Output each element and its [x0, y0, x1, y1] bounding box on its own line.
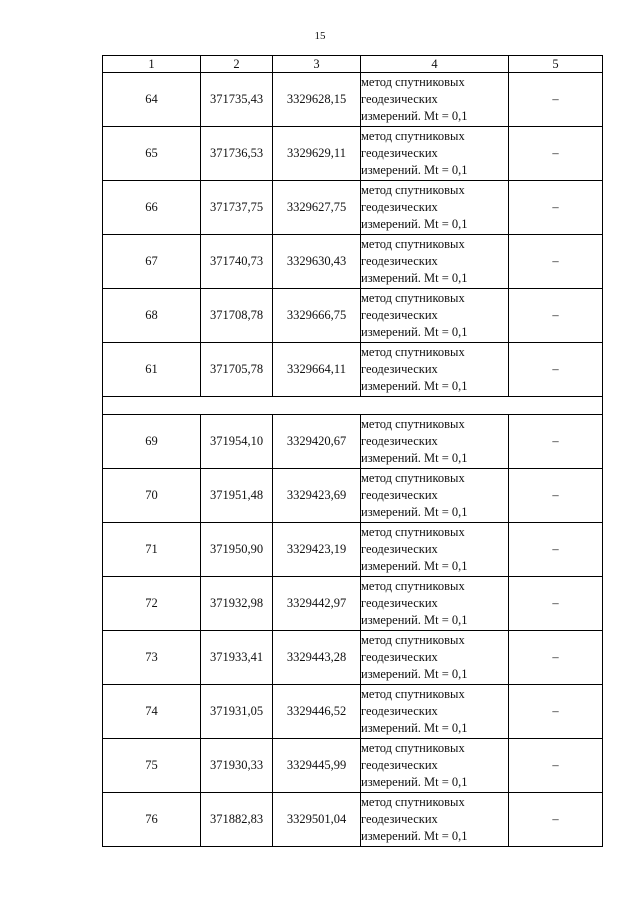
coordinate-y: 3329501,04: [273, 793, 361, 847]
separator-cell: [103, 397, 603, 415]
note-cell: –: [509, 127, 603, 181]
page-number: 15: [314, 30, 326, 42]
table-row: [103, 523, 603, 577]
coordinate-y: 3329445,99: [273, 739, 361, 793]
coordinate-x: 371705,78: [201, 343, 273, 397]
point-number: 74: [103, 685, 201, 739]
coordinate-x: 371882,83: [201, 793, 273, 847]
section-separator-row: [103, 397, 603, 415]
note-cell: –: [509, 685, 603, 739]
method-description: метод спутниковых геодезических измерений. Mt = 0,1: [361, 793, 509, 847]
note-cell: –: [509, 793, 603, 847]
point-number: 73: [103, 631, 201, 685]
point-number: 69: [103, 415, 201, 469]
coordinate-y: 3329627,75: [273, 181, 361, 235]
point-number: 76: [103, 793, 201, 847]
point-number: 66: [103, 181, 201, 235]
coordinate-y: 3329423,69: [273, 469, 361, 523]
note-cell: –: [509, 739, 603, 793]
header-col-5: 5: [509, 56, 603, 73]
header-col-2: 2: [201, 56, 273, 73]
note-cell: –: [509, 289, 603, 343]
note-cell: –: [509, 631, 603, 685]
table-row: [103, 289, 603, 343]
coordinate-x: 371740,73: [201, 235, 273, 289]
note-cell: –: [509, 523, 603, 577]
coordinate-x: 371951,48: [201, 469, 273, 523]
coordinate-y: 3329666,75: [273, 289, 361, 343]
point-number: 67: [103, 235, 201, 289]
method-description: метод спутниковых геодезических измерений. Mt = 0,1: [361, 415, 509, 469]
coordinates-table: [102, 55, 603, 847]
table-header-row: [103, 56, 603, 73]
coordinate-x: 371737,75: [201, 181, 273, 235]
table-row: [103, 577, 603, 631]
note-cell: –: [509, 235, 603, 289]
coordinate-x: 371950,90: [201, 523, 273, 577]
coordinate-x: 371954,10: [201, 415, 273, 469]
coordinate-y: 3329420,67: [273, 415, 361, 469]
note-cell: –: [509, 343, 603, 397]
point-number: 61: [103, 343, 201, 397]
note-cell: –: [509, 469, 603, 523]
point-number: 64: [103, 73, 201, 127]
table-row: [103, 469, 603, 523]
coordinate-x: 371932,98: [201, 577, 273, 631]
header-col-1: 1: [103, 56, 201, 73]
note-cell: –: [509, 415, 603, 469]
coordinate-x: 371933,41: [201, 631, 273, 685]
table-row: [103, 415, 603, 469]
header-col-3: 3: [273, 56, 361, 73]
note-cell: –: [509, 73, 603, 127]
point-number: 68: [103, 289, 201, 343]
coordinate-x: 371931,05: [201, 685, 273, 739]
note-cell: –: [509, 577, 603, 631]
coordinate-y: 3329628,15: [273, 73, 361, 127]
table-row: [103, 235, 603, 289]
table-row: [103, 127, 603, 181]
coordinate-x: 371736,53: [201, 127, 273, 181]
coordinate-y: 3329664,11: [273, 343, 361, 397]
table-row: [103, 343, 603, 397]
coordinate-y: 3329423,19: [273, 523, 361, 577]
coordinate-x: 371930,33: [201, 739, 273, 793]
method-description: метод спутниковых геодезических измерений. Mt = 0,1: [361, 523, 509, 577]
coordinate-y: 3329443,28: [273, 631, 361, 685]
point-number: 71: [103, 523, 201, 577]
table-row: [103, 685, 603, 739]
method-description: метод спутниковых геодезических измерений. Mt = 0,1: [361, 181, 509, 235]
header-col-4: 4: [361, 56, 509, 73]
method-description: метод спутниковых геодезических измерений. Mt = 0,1: [361, 289, 509, 343]
coordinate-y: 3329630,43: [273, 235, 361, 289]
note-cell: –: [509, 181, 603, 235]
point-number: 75: [103, 739, 201, 793]
method-description: метод спутниковых геодезических измерений. Mt = 0,1: [361, 577, 509, 631]
point-number: 65: [103, 127, 201, 181]
method-description: метод спутниковых геодезических измерений. Mt = 0,1: [361, 685, 509, 739]
point-number: 72: [103, 577, 201, 631]
method-description: метод спутниковых геодезических измерений. Mt = 0,1: [361, 343, 509, 397]
method-description: метод спутниковых геодезических измерений. Mt = 0,1: [361, 739, 509, 793]
table-row: [103, 73, 603, 127]
coordinate-y: 3329446,52: [273, 685, 361, 739]
coordinate-y: 3329442,97: [273, 577, 361, 631]
method-description: метод спутниковых геодезических измерений. Mt = 0,1: [361, 127, 509, 181]
coordinate-x: 371708,78: [201, 289, 273, 343]
point-number: 70: [103, 469, 201, 523]
method-description: метод спутниковых геодезических измерений. Mt = 0,1: [361, 73, 509, 127]
table-row: [103, 793, 603, 847]
coordinate-x: 371735,43: [201, 73, 273, 127]
table-row: [103, 631, 603, 685]
method-description: метод спутниковых геодезических измерений. Mt = 0,1: [361, 631, 509, 685]
coordinate-y: 3329629,11: [273, 127, 361, 181]
table-row: [103, 181, 603, 235]
table-row: [103, 739, 603, 793]
method-description: метод спутниковых геодезических измерений. Mt = 0,1: [361, 235, 509, 289]
method-description: метод спутниковых геодезических измерений. Mt = 0,1: [361, 469, 509, 523]
